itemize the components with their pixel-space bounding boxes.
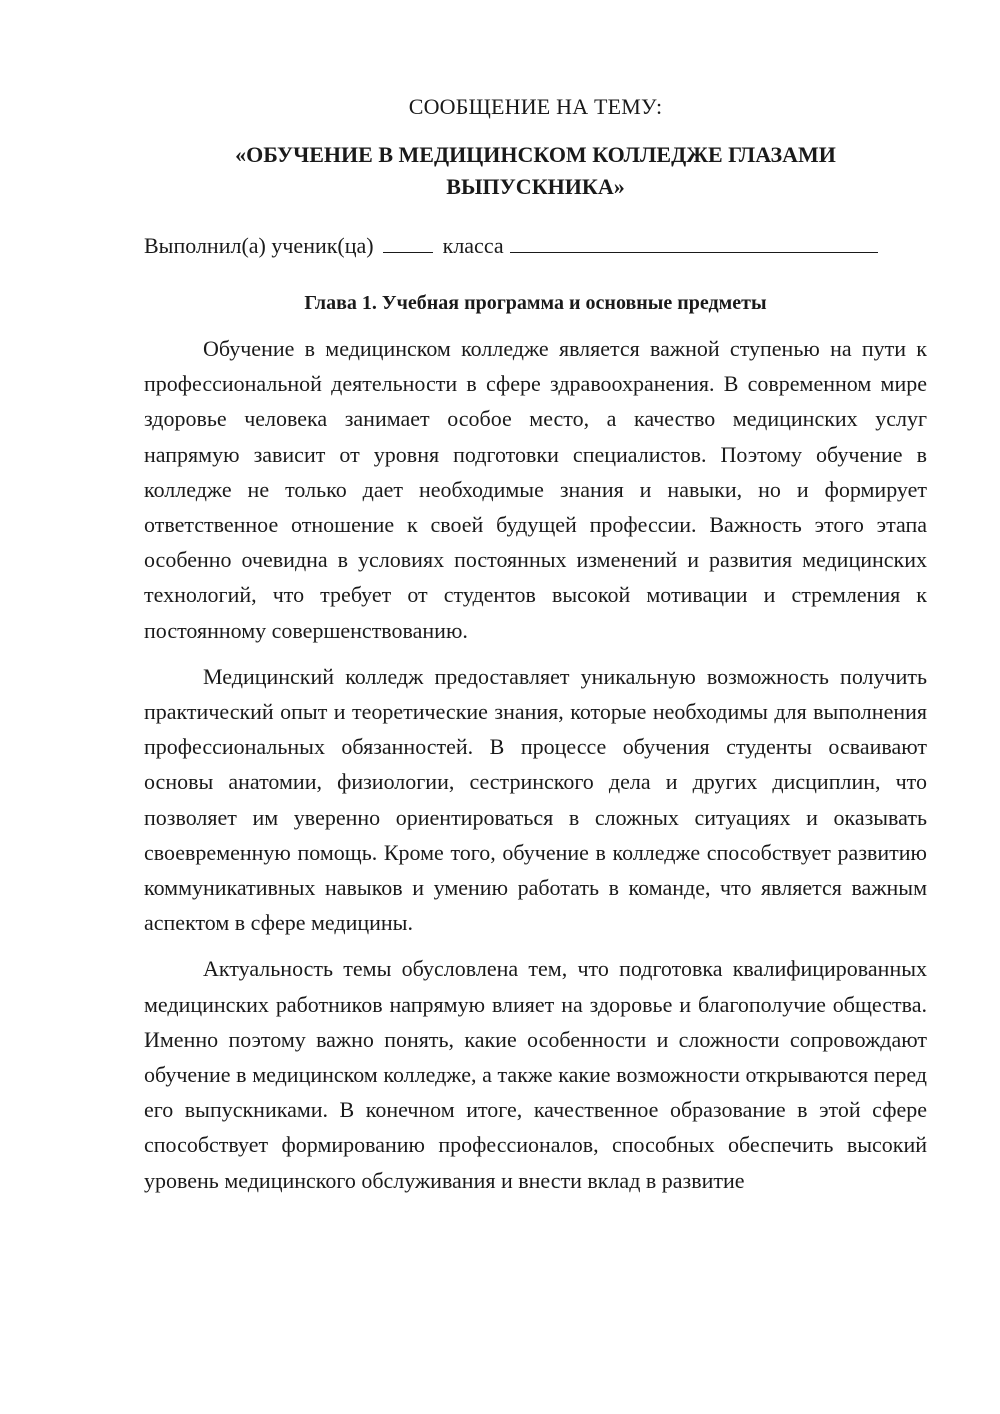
- author-line: [144, 231, 927, 261]
- document-page: [144, 92, 927, 1198]
- paragraph-1: Обучение в медицинском колледже является важной ступенью на пути к профессиональной деятельности в сфере здравоохранения. В современном мире здоровье человека занимает особое место, а качество медицинских услуг напрямую зависит от уровня подготовки специалистов. Поэтому обучение в колледже не только дает необходимые знания и навыки, но и формирует ответственное отношение к своей будущей профессии. Важность этого этапа особенно очевидна в условиях постоянных изменений и развития медицинских технологий, что требует от студентов высокой мотивации и стремления к постоянному совершенствованию.: [144, 336, 927, 643]
- class-word: класса: [442, 233, 504, 258]
- topic-label: СООБЩЕНИЕ НА ТЕМУ:: [408, 94, 663, 119]
- student-name-blank: [510, 232, 878, 253]
- paragraph-3: Актуальность темы обусловлена тем, что подготовка квалифицированных медицинских работников напрямую влияет на здоровье и благополучие общества. Именно поэтому важно понять, какие особенности и сложности сопровождают обучение в медицинском колледже, а также какие возможности открываются перед его выпускниками. В конечном итоге, качественное образование в этой сфере способствует формированию профессионалов, способных обеспечить высокий уровень медицинского обслуживания и внести вклад в развитие: [144, 956, 927, 1193]
- document-title: «ОБУЧЕНИЕ В МЕДИЦИНСКОМ КОЛЛЕДЖЕ ГЛАЗАМИ ВЫПУСКНИКА»: [235, 142, 836, 199]
- chapter-title: Глава 1. Учебная программа и основные предметы: [304, 292, 767, 314]
- class-number-blank: [383, 232, 433, 253]
- author-prefix: Выполнил(а) ученик(ца): [144, 233, 374, 258]
- paragraph-2: Медицинский колледж предоставляет уникальную возможность получить практический опыт и теоретические знания, которые необходимы для выполнения профессиональных обязанностей. В процессе обучения студенты осваивают основы анатомии, физиологии, сестринского дела и других дисциплин, что позволяет им уверенно ориентироваться в сложных ситуациях и оказывать своевременную помощь. Кроме того, обучение в колледже способствует развитию коммуникативных навыков и умению работать в команде, что является важным аспектом в сфере медицины.: [144, 663, 927, 936]
